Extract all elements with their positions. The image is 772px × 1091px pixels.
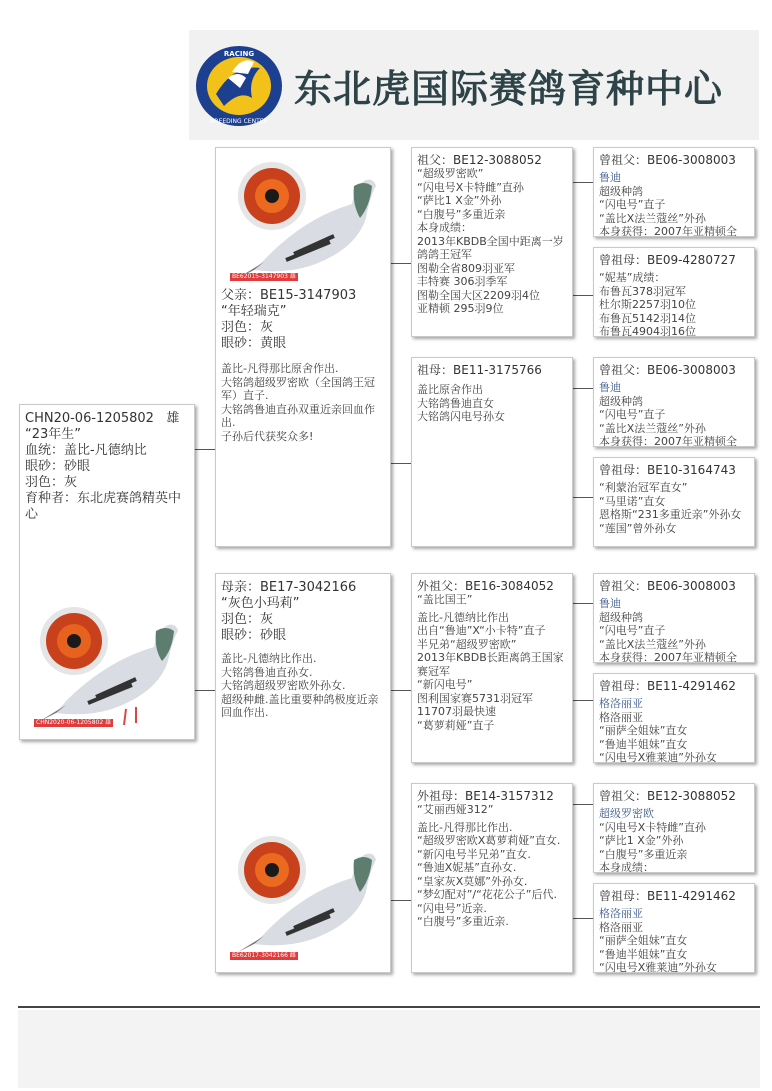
gp-line: “葛萝莉娅”直子 xyxy=(417,718,495,732)
gp-head: 祖父：BE12-3088052 xyxy=(417,153,542,167)
dam-note: 盖比-凡德纳比作出. xyxy=(221,652,317,665)
connector-line xyxy=(573,182,593,183)
gp-line: 大铭鸽闪电号孙女 xyxy=(417,410,505,423)
sire-pigeon-photo xyxy=(234,156,384,288)
dam-color: 羽色：灰 xyxy=(221,612,274,627)
gp-line: 图利国家赛5731羽冠军 xyxy=(417,691,533,705)
gp-line: “闪电号”近亲. xyxy=(417,901,487,915)
subject-pigeon-photo xyxy=(36,601,186,731)
ggp-line: 鲁迪 xyxy=(599,381,621,394)
gp-line: “萨比1 X金”外孙 xyxy=(417,194,502,207)
connector-line xyxy=(391,463,411,464)
ggp-line: “丽萨全姐妹”直女 xyxy=(599,724,688,737)
subject-photo-tag: CHN2020-06-1205802 雄 xyxy=(36,719,112,726)
ggp-line: 本身获得：2007年亚精顿全 xyxy=(599,651,737,663)
ggp-line: “马里诺”直女 xyxy=(599,494,666,508)
gp-line: 亚精顿 295羽9位 xyxy=(417,302,504,315)
svg-text:BREEDING CENTER: BREEDING CENTER xyxy=(210,118,268,125)
ggp-line: 格洛丽亚 xyxy=(599,710,643,724)
dam-note: 大铭鸽鲁迪直孙女. xyxy=(221,665,313,679)
dam-card xyxy=(215,573,391,973)
connector-line xyxy=(195,690,215,691)
sire-note: 盖比-凡得那比原舍作出. xyxy=(221,362,339,375)
ggp-line: 鲁迪 xyxy=(599,597,621,610)
connector-line xyxy=(573,603,593,604)
gp-line: “闪电号X卡特雌”直孙 xyxy=(417,180,524,194)
dam-name: “灰色小玛莉” xyxy=(221,596,300,611)
sire-note: 大铭鸽超级罗密欧（全国鸽王冠军）直子. xyxy=(221,375,375,402)
connector-line xyxy=(391,690,411,691)
gp-line: “超级罗密欧X葛萝莉娅”直女. xyxy=(417,834,561,847)
ggp-head: 曾祖父：BE12-3088052 xyxy=(599,789,736,803)
ggp-head: 曾祖母：BE11-4291462 xyxy=(599,889,736,903)
ggp-line: “闪电号X雅莱迪”外孙女 xyxy=(599,961,717,973)
ggp-line: 鲁迪 xyxy=(599,171,621,184)
connector-line xyxy=(391,900,411,901)
ggp-line: “闪电号X卡特雌”直孙 xyxy=(599,820,706,834)
connector-line xyxy=(195,449,215,450)
ggp-card xyxy=(593,883,755,973)
ggp-line: 超级种鸽 xyxy=(599,610,643,624)
sire-card xyxy=(215,147,391,547)
gp-line: 盖比-凡得那比作出. xyxy=(417,820,513,834)
ggp-line: “莲国”曾外孙女 xyxy=(599,521,677,535)
gp-line: 本身成绩： xyxy=(417,221,472,234)
ggp-card xyxy=(593,783,755,873)
gp-line: “鲁迪X妮基”直孙女. xyxy=(417,861,517,874)
grandparent-card-paternal-granddam xyxy=(411,357,573,547)
ggp-line: “白腹号”多重近亲 xyxy=(599,847,688,861)
footer-panel xyxy=(18,1010,760,1088)
subject-color: 羽色：灰 xyxy=(25,475,78,490)
ggp-line: “鲁迪半姐妹”直女 xyxy=(599,737,688,751)
dam-note: 超级种雌.盖比重要种鸽极度近亲回血作出. xyxy=(221,692,379,719)
ggp-card xyxy=(593,147,755,237)
ggp-card xyxy=(593,457,755,547)
sire-color: 羽色：灰 xyxy=(221,320,274,335)
gp-line: 盖比-凡德纳比作出 xyxy=(417,610,509,624)
gp-line: “超级罗密欧” xyxy=(417,167,484,180)
sire-eye: 眼砂：黄眼 xyxy=(221,336,287,351)
gp-line: “白腹号”多重近亲 xyxy=(417,207,506,221)
sire-photo-tag: BE62015-3147903 雄 xyxy=(232,273,296,280)
gp-line: 2013年KBDB全国中距离一岁鸽鸽王冠军 xyxy=(417,234,564,261)
ggp-line: 本身成绩： xyxy=(599,861,654,873)
ggp-head: 曾祖母：BE10-3164743 xyxy=(599,463,736,477)
ggp-head: 曾祖母：BE11-4291462 xyxy=(599,679,736,693)
dam-eye: 眼砂：砂眼 xyxy=(221,628,287,643)
ggp-line: “丽萨全姐妹”直女 xyxy=(599,934,688,947)
dam-note: 大铭鸽超级罗密欧外孙女. xyxy=(221,679,346,692)
ggp-head: 曾祖母：BE09-4280727 xyxy=(599,253,736,267)
ggp-line: 格洛丽亚 xyxy=(599,697,643,710)
subject-sex: 雄 xyxy=(166,411,180,426)
dam-ring: 母亲：BE17-3042166 xyxy=(221,580,357,595)
ggp-card xyxy=(593,573,755,663)
ggp-line: “盖比X法兰蔻丝”外孙 xyxy=(599,421,706,435)
gp-line: 图勒全省809羽亚军 xyxy=(417,261,515,275)
ggp-line: “盖比X法兰蔻丝”外孙 xyxy=(599,637,706,651)
gp-line: 丰特赛 306羽季军 xyxy=(417,275,508,288)
sire-ring: 父亲：BE15-3147903 xyxy=(221,288,357,303)
gp-head: 外祖父：BE16-3084052 xyxy=(417,579,554,593)
gp-line: “白腹号”多重近亲. xyxy=(417,915,509,928)
ggp-line: “闪电号”直子 xyxy=(599,624,666,637)
gp-line: 图勒全国大区2209羽4位 xyxy=(417,288,540,302)
ggp-line: 超级种鸽 xyxy=(599,394,643,408)
grandparent-card-maternal-granddam xyxy=(411,783,573,973)
gp-line: 半兄弟“超级罗密欧” xyxy=(417,637,517,651)
subject-breeder: 育种者：东北虎赛鸽精英中心 xyxy=(25,491,182,522)
gp-line: “盖比国王” xyxy=(417,593,473,606)
ggp-line: “妮基”成绩： xyxy=(599,271,666,284)
ggp-line: “利蒙治冠军直女” xyxy=(599,481,688,494)
dam-pigeon-photo xyxy=(234,826,384,962)
subject-ring: CHN20-06-1205802 xyxy=(25,411,154,426)
ggp-line: “闪电号”直子 xyxy=(599,198,666,211)
gp-line: 大铭鸽鲁迪直女 xyxy=(417,396,494,410)
ggp-card xyxy=(593,247,755,337)
gp-line: “新闪电号半兄弟”直女. xyxy=(417,847,531,861)
ggp-line: 本身获得：2007年亚精顿全 xyxy=(599,225,737,237)
svg-text:RACING: RACING xyxy=(223,50,255,58)
subject-card xyxy=(19,404,195,740)
gp-line: “艾丽西娅312” xyxy=(417,803,494,816)
ggp-line: 格洛丽亚 xyxy=(599,907,643,920)
grandparent-card-paternal-grandsire xyxy=(411,147,573,337)
gp-line: “新闪电号” xyxy=(417,678,473,691)
ggp-line: 杜尔斯2257羽10位 xyxy=(599,298,696,311)
sire-note: 大铭鸽鲁迪直孙双重近亲回血作出. xyxy=(221,402,375,429)
gp-head: 祖母：BE11-3175766 xyxy=(417,363,542,377)
ggp-head: 曾祖父：BE06-3008003 xyxy=(599,363,736,377)
ggp-line: 布鲁瓦378羽冠军 xyxy=(599,284,686,298)
center-title: 东北虎国际赛鸽育种中心 xyxy=(294,67,724,111)
connector-line xyxy=(573,388,593,389)
ggp-card xyxy=(593,357,755,447)
gp-line: 2013年KBDB长距离鸽王国家赛冠军 xyxy=(417,651,564,678)
subject-name: “23年生” xyxy=(25,427,82,442)
ggp-line: “闪电号”直子 xyxy=(599,408,666,421)
ggp-line: 本身获得：2007年亚精顿全 xyxy=(599,435,737,447)
gp-line: 出自“鲁迪”X“小卡特”直子 xyxy=(417,624,546,637)
ggp-line: “闪电号X雅莱迪”外孙女 xyxy=(599,751,717,763)
ggp-head: 曾祖父：BE06-3008003 xyxy=(599,153,736,167)
ggp-line: 超级罗密欧 xyxy=(599,807,654,820)
ggp-head: 曾祖父：BE06-3008003 xyxy=(599,579,736,593)
ggp-line: “萨比1 X金”外孙 xyxy=(599,834,684,847)
connector-line xyxy=(573,295,593,296)
connector-line xyxy=(573,918,593,919)
ggp-line: “鲁迪半姐妹”直女 xyxy=(599,947,688,961)
gp-line: “皇家灰X莫娜”外孙女. xyxy=(417,874,528,888)
gp-head: 外祖母：BE14-3157312 xyxy=(417,789,554,803)
dam-photo-tag: BE62017-3042166 雌 xyxy=(232,952,296,959)
tiger-pigeon-logo xyxy=(194,44,284,128)
connector-line xyxy=(391,263,411,264)
ggp-line: 布鲁瓦5142羽14位 xyxy=(599,311,696,325)
gp-line: “梦幻配对”/“花花公子”后代. xyxy=(417,888,557,901)
ggp-line: 布鲁瓦4904羽16位 xyxy=(599,325,696,337)
connector-line xyxy=(573,700,593,701)
ggp-line: 恩格斯“231多重近亲”外孙女 xyxy=(599,508,742,521)
connector-line xyxy=(573,804,593,805)
ggp-line: 格洛丽亚 xyxy=(599,920,643,934)
sire-note: 子孙后代获奖众多! xyxy=(221,429,314,443)
ggp-card xyxy=(593,673,755,763)
gp-line: 11707羽最快速 xyxy=(417,705,496,718)
subject-eye: 眼砂：砂眼 xyxy=(25,459,91,474)
ggp-line: 超级种鸽 xyxy=(599,184,643,198)
grandparent-card-maternal-grandsire xyxy=(411,573,573,763)
footer-divider xyxy=(18,1006,760,1008)
connector-line xyxy=(573,497,593,498)
ggp-line: “盖比X法兰蔻丝”外孙 xyxy=(599,211,706,225)
gp-line: 盖比原舍作出 xyxy=(417,383,483,396)
sire-name: “年轻瑞克” xyxy=(221,304,287,319)
subject-bloodline: 血统：盖比-凡德纳比 xyxy=(25,443,147,458)
